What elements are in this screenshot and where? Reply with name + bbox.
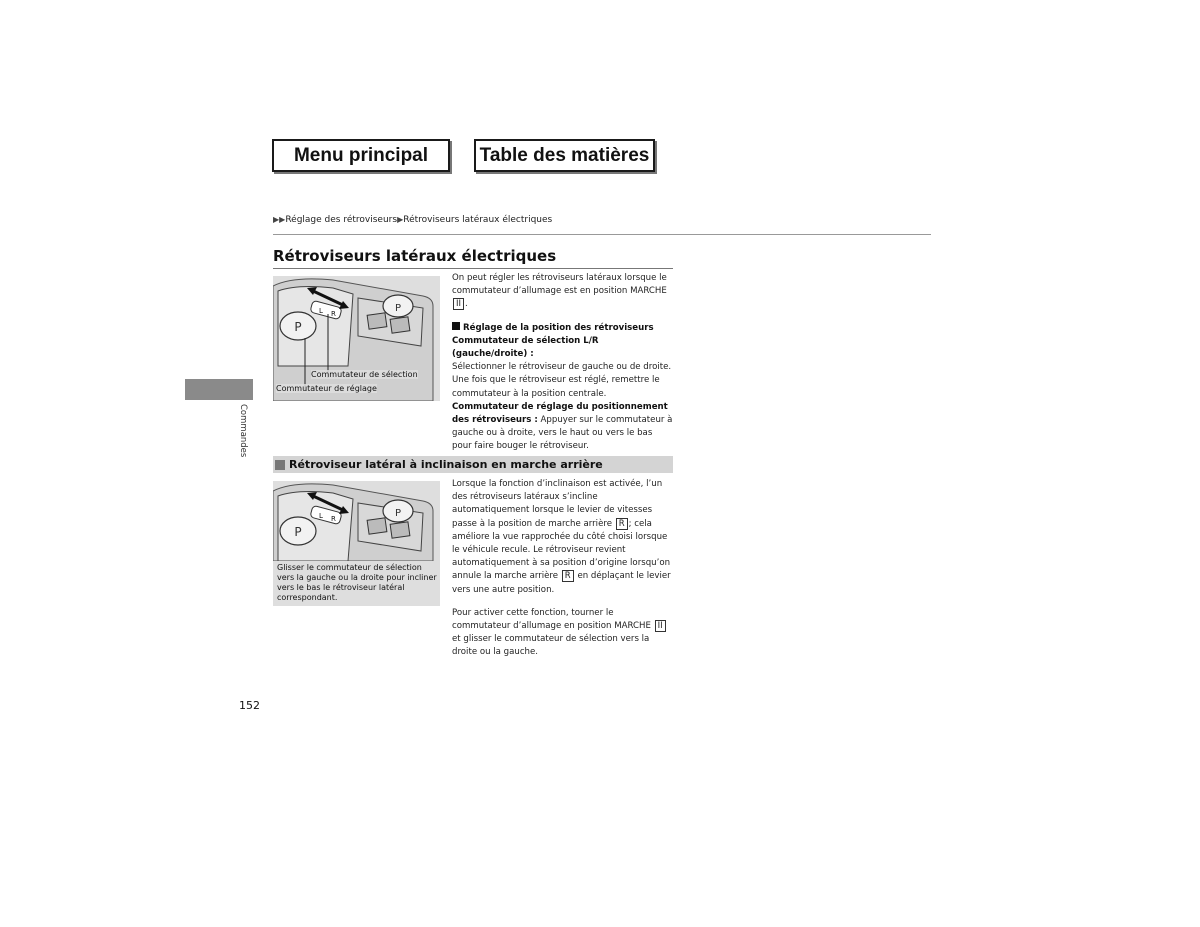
reverse-text-1b: ; cela améliore la vue rapprochée du côté choisi lorsque le véhicule recule. Le rétroviseur revient automatiquement à sa position d’origine lorsqu’on annule la marche arrière — [452, 518, 671, 582]
reverse-tilt-text-block — [452, 478, 674, 660]
reverse-tilt-figure-caption: Glisser le commutateur de sélection vers la gauche ou la droite pour incliner vers le bas le rétroviseur latéral correspondant. — [277, 563, 437, 602]
lr-switch-title: Commutateur de sélection L/R (gauche/droite) : — [452, 335, 599, 360]
breadcrumb — [273, 215, 552, 225]
p-symbol-4: P — [394, 508, 402, 519]
l-symbol-2: L — [319, 512, 323, 520]
section-square-icon — [452, 322, 460, 330]
reverse-text-2b: et glisser le commutateur de sélection vers la droite ou la gauche. — [452, 634, 650, 658]
reverse-tilt-section-heading — [273, 456, 673, 473]
page-title: Rétroviseurs latéraux électriques — [273, 247, 557, 265]
r-symbol-2: R — [331, 515, 336, 523]
p-symbol: P — [294, 320, 302, 334]
ignition-key-symbol: II — [453, 298, 464, 310]
intro-text: On peut régler les rétroviseurs latéraux lorsque le commutateur d’allumage est en position MARCHE — [452, 273, 667, 297]
lr-switch-text: Sélectionner le rétroviseur de gauche ou de droite. Une fois que le rétroviseur est réglé, remettre le commutateur à la position centrale. — [452, 362, 672, 399]
r-symbol: R — [331, 310, 336, 318]
ignition-key-symbol-2: II — [655, 620, 666, 632]
section-tab-marker — [185, 379, 253, 400]
reverse-text-1c: en déplaçant le levier vers une autre position. — [452, 571, 671, 595]
position-switch-title: Commutateur de réglage du positionnement des rétroviseurs : — [452, 401, 668, 426]
adjust-heading: Réglage de la position des rétroviseurs — [463, 322, 654, 333]
mirror-switch-illustration — [273, 276, 440, 401]
reverse-text-2a: Pour activer cette fonction, tourner le commutateur d’allumage en position MARCHE — [452, 607, 651, 632]
adjustment-switch-label: Commutateur de réglage — [276, 384, 377, 393]
reverse-gear-symbol-2: R — [562, 570, 574, 582]
section-tab-label: Commandes — [238, 404, 248, 458]
mirror-controls-figure — [273, 276, 440, 401]
reverse-text-1a: Lorsque la fonction d’inclinaison est activée, l’un des rétroviseurs latéraux s’incline automatiquement lorsque le levier de vitesses passe à la position de marche arrière — [452, 479, 663, 529]
selector-switch-label: Commutateur de sélection — [311, 370, 418, 379]
intro-text-block — [452, 272, 674, 454]
breadcrumb-current: Rétroviseurs latéraux électriques — [403, 215, 553, 225]
position-switch-text: Appuyer sur le commutateur à gauche ou à droite, vers le haut ou vers le bas pour faire bouger le rétroviseur. — [452, 415, 673, 452]
intro-end: . — [465, 299, 468, 310]
main-menu-button[interactable]: Menu principal — [272, 139, 450, 172]
reverse-tilt-figure — [273, 481, 440, 606]
reverse-tilt-heading-text: Rétroviseur latéral à inclinaison en marche arrière — [289, 458, 603, 471]
header-divider — [273, 234, 931, 235]
reverse-gear-symbol: R — [616, 518, 628, 530]
p-symbol-3: P — [294, 525, 302, 539]
breadcrumb-link-mirror-adjustment[interactable]: Réglage des rétroviseurs — [285, 215, 398, 225]
table-of-contents-button[interactable]: Table des matières — [474, 139, 655, 172]
section-square-icon — [275, 460, 285, 470]
double-arrow-icon: ▶▶ — [273, 215, 286, 224]
arrow-icon: ▶ — [397, 215, 404, 224]
l-symbol: L — [319, 307, 323, 315]
title-divider — [273, 268, 673, 269]
p-symbol-2: P — [394, 303, 402, 314]
selector-switch-illustration — [273, 481, 440, 561]
page-number: 152 — [239, 699, 260, 712]
